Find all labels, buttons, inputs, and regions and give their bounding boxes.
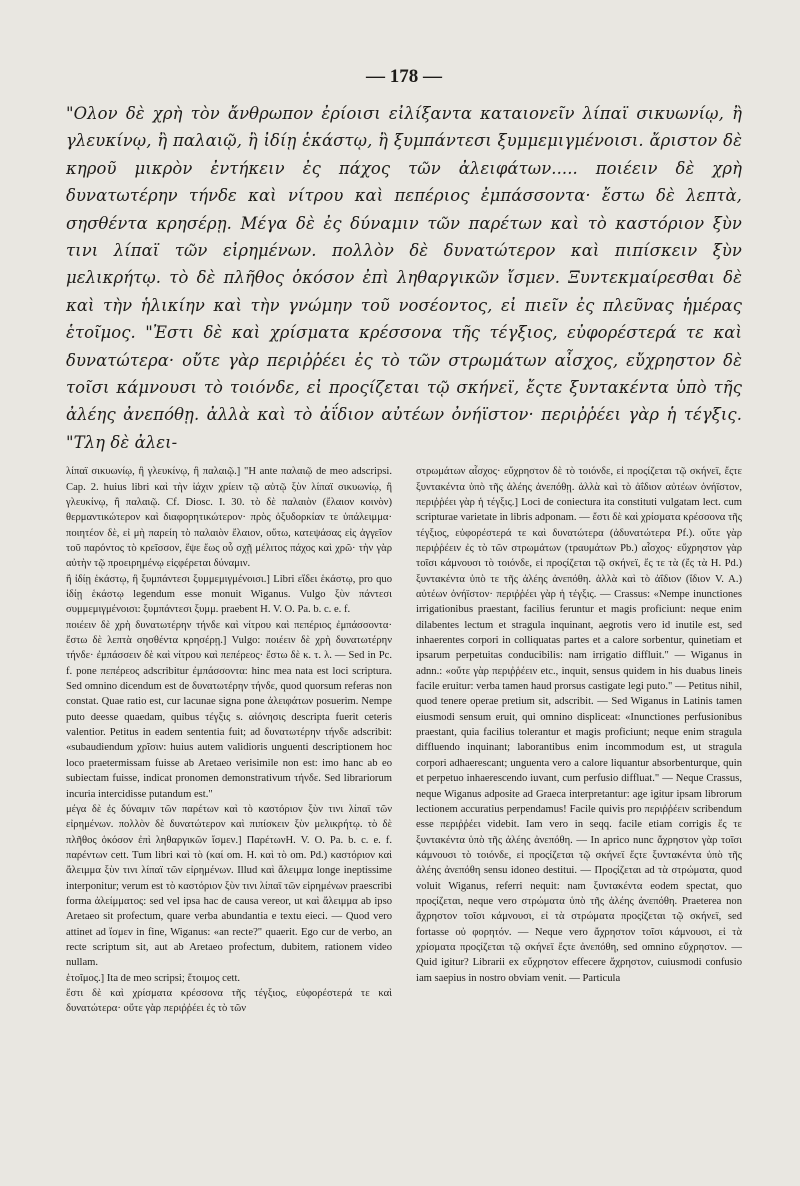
footnotes — [66, 464, 742, 1016]
footnote-paragraph: λίπαϊ σικυωνίῳ, ἢ γλευκίνῳ, ἢ παλαιῷ.] "H ante παλαιῷ de meo adscripsi. Cap. 2. huius libri καὶ τὴν ἰάχιν χρίειν τῷ αὐτῷ ξὺν λίπαϊ σικυωνίῳ, ἢ γλευκίνῳ, ἢ παλαιῷ. Cf. Diosc. I. 30. τὸ δὲ παλαιὸν (ἔλαιον κοινὸν) θερμαντικώτερον καὶ διαφορητικώτερον· πρὸς ὀξυδορκίαν τε ὑπάλειμμα· ποιητέον δὲ, εἰ μὴ παρείη τὸ παλαιὸν ἔλαιον, οὕτω, κατεψάσας εἰς ἀγγεῖον τοῦ παρόντος τὸ κρεῖσσον, ἕψε ἕως οὗ σχῇ μέλιτος πάχος καὶ χρῶ· τὴν γὰρ αὐτὴν τῷ προειρημένῳ εἰςφέρεται δύναμιν. — [66, 466, 392, 570]
main-text — [66, 100, 742, 456]
main-paragraph: "Ολον δὲ χρὴ τὸν ἄνθρωπον ἐρίοισι εἰλίξαντα καταιονεῖν λίπαϊ σικυωνίῳ, ἢ γλευκίνῳ, ἢ παλαιῷ, ἢ ἰδίῃ ἑκάστῳ, ἢ ξυμπάντεσι ξυμμεμιγμένοισι. ἄριστον δὲ κηροῦ μικρὸν ἐντήκειν ἐς πάχος τῶν ἀλειφάτων..... ποιέειν δὲ χρὴ δυνατωτέρην τήνδε καὶ νίτρου καὶ πεπέριος ἐμπάσσοντα· ἔστω δὲ λεπτὰ, σησθέντα κρησέρῃ. Μέγα δὲ ἐς δύναμιν τῶν παρέτων καὶ τὸ καστόριον ξὺν τινι λίπαϊ τῶν εἰρημένων. πολλὸν δὲ δυνατώτερον καὶ πιπίσκειν ξὺν μελικρήτῳ. τὸ δὲ πλῆθος ὁκόσον ἐπὶ ληθαργικῶν ἴσμεν. Ξυντεκμαίρεσθαι δὲ καὶ τὴν ἡλικίην καὶ τὴν γνώμην τοῦ νοσέοντος, εἰ πιεῖν ἐς πλεῦνας ἡμέρας ἑτοῖμος. "Ἐστι δὲ καὶ χρίσματα κρέσσονα τῆς τέγξιος, εὐφορέστερά τε καὶ δυνατώτερα· οὔτε γὰρ περιῤῥέει ἐς τὸ τῶν στρωμάτων αἶσχος, εὔχρηστον δὲ τοῖσι κάμνουσι τὸ τοιόνδε, εἰ προςίζεται τῷ σκήνεϊ, ἔςτε ξυντακέντα ὑπὸ τῆς ἀλέης ἀνεπόθῃ. ἀλλὰ καὶ τὸ ἀΐδιον αὐτέων ὀνήϊστον· περιῤῥέει γὰρ ἡ τέγξις. "Τλη δὲ ἀλει- — [66, 104, 742, 452]
footnote-paragraph: ἑτοῖμος.] Ita de meo scripsi; ἕτοιμος cett. — [66, 972, 241, 984]
footnotes-right-column — [416, 464, 742, 1016]
footnote-paragraph: μέγα δὲ ἐς δύναμιν τῶν παρέτων καὶ τὸ καστόριον ξὺν τινι λίπαϊ τῶν εἰρημένων. πολλὸν δὲ δυνατώτερον καὶ πιπίσκειν ξὺν μελικρήτῳ. τὸ δὲ πλῆθος ὁκόσον ἐπὶ ληθαργικῶν ἴσμεν.] ΠαρέτωνH. V. O. Pa. b. c. e. f. παρέντων cett. Tum libri καὶ τὸ (καί om. H. καὶ τὸ om. Pd.) καστόριον καὶ ἄλειμμα ξὺν τινι λίπαϊ τῶν εἰρημένων. Illud καὶ ἄλειμμα longe ineptissime interponitur; verum est τὸ καστόριον ξὺν τινι λίπαϊ τῶν εἰρημένων praescribi forma ἀλείμματος: sed vel ipsa hac de causa vereor, ut καὶ ἄλειμμα ab ipso Aretaeo sit profectum, quare verba abundantia e textu eieci. — Quod vero attinet ad ἴσμεν in fine, Wiganus: «an recte?" quaerit. Ego cur de verbo, an recte scriptum sit, aut ab Aretaeo profectum, dubitem, rationem video nullam. — [66, 803, 392, 969]
footnote-paragraph: στρωμάτων αἶσχος· εὔχρηστον δὲ τὸ τοιόνδε, εἰ προςίζεται τῷ σκήνεϊ, ἔςτε ξυντακέντα ὑπὸ τῆς ἀλέης ἀνεπόθῃ. ἀλλὰ καὶ τὸ ἀΐδιον αὐτέων ὀνήϊστον, περιῤῥέει γὰρ ἡ τέγξις.] Loci de coniectura ita constituti vulgatam lect. cum scripturae varietate in libris adponam. — ἔστι δὲ καὶ χρίσματα κρέσσονα τῆς τέγξιος, εὐφορέστερά τε καὶ δυνατώτερα (ἀδυνατώτερα Pf.). οὔτε γὰρ περιῤῥέειν ἐς τὸ τῶν στρωμάτων (τραυμάτων Pb.) αἶσχος· εὔχρηστον γὰρ τοῖσι κάμνουσι τὸ τοιόνδε, εἰ προςίζεται τῷ σκήνεϊ, ἔς τε τὰ (ἔς τὰ H. Pd.) ξυντακέντα ὑπὸ τε τῆς ἀλέης ἀνεπόθη. ἀλλὰ καὶ τὸ ἀΐδιον (ἴδιον V. A.) αὐτέων ὀνήϊστον· περιῤῥέει γὰρ ἡ τέγξις. — Crassus: «Nempe inunctiones irrigationibus praestant, facilius feruntur et magis proficiunt: neque enim dilabentes lectum et stragula inquinant, aegrotis vero id inutile est, sed inhaerentes corpori in colliquatas partes et a calore sorbentur, quinetiam et ipsarum perpetuitas conducibilis: nam irrigatio diffluit." — Wiganus in adnn.: «οὔτε γὰρ περιῤῥέειν etc., inquit, sensus quidem in his duabus lineis facile eruitur: verba tamen haud prorsus castigate legi puto." — Petitus nihil, quod tenere operae pretium sit, adscribit. — Sed Wiganus in Latinis tamen eiusmodi sensum eruit, qui omnino displiceat: «Inunctiones perfusionibus praestant, quia facilius tolerantur et magis proficiunt; neque enim stragula diffluendo inquinant; laborantibus enim incommodum est, ut stragula corpori adhaerescant; unguenta vero a calore liquantur absorbenturque, quin et perpetuo inhaerescendo iuvant, cum perfusio diffluat." — Neque Crassus, neque Wiganus adposite ad Graeca interpretantur: age igitur ipsam librorum lectionem accuratius perpendamus! Facile quivis pro περιῤῥέειν scribendum esse περιῤῥέει videbit. Iam vero in seqq. facile etiam corrigis ἔς τε ξυντακέντα ὑπὸ τῆς ἀλέης ἀνεπόθη. — In aprico nunc ἄχρηστον γὰρ τοῖσι κάμνουσι τὸ τοιόνδε, εἰ προςίζεται τῷ σκήνεϊ ἔςτε ξυντακέντα ὑπὸ τῆς ἀλέης ἀνεπόθη sensu idoneo destitui. — Προςίζεται ad τὰ στρώματα, quod voluit Wiganus, referri nequit: nam ξυντακέντα eodem spectat, quo προςίζεται, neque vero στρώματα ὑπὸ τῆς ἀλέης ἀνεπόθη. Praeterea non ἄχρηστον τοῖσι κάμνουσι, εἰ τὰ στρώματα προςίζεται τῷ σκήνεϊ, sed fortasse οὐ φορητόν. — Neque vero ἄχρηστον τοῖσι κάμνουσι, εἰ τὰ χρίσματα προςίζεται τῷ σκήνεϊ ἔςτε ἀνεπόθη, sed omnino εὔχρηστον. — Quid igitur? Librarii ex εὔχρηστον effecere ἄχρηστον, cuiusmodi confusio iam saepius in nostro obviam venit. — Particula — [416, 466, 742, 984]
footnote-paragraph: ἔστι δὲ καὶ χρίσματα κρέσσονα τῆς τέγξιος, εὐφορέστερά τε καὶ δυνατώτερα· οὔτε γὰρ περιῤῥέει ἐς τὸ τῶν — [66, 987, 392, 1015]
footnotes-left-column — [66, 464, 392, 1016]
page-number: — 178 — — [366, 66, 442, 87]
footnote-paragraph: ἢ ἰδίῃ ἑκάστῳ, ἢ ξυμπάντεσι ξυμμεμιγμένοισι.] Libri εἴδει ἑκάστῳ, pro quo ἰδίῃ ἑκάστῳ legendum esse monuit Wiganus. Vulgo ξὺν πάντεσι συμμεμιγμένοισι: ξυμπάντεσι ξυμμ. praebent H. V. O. Pa. b. c. e. f. — [66, 573, 392, 616]
footnote-paragraph: ποιέειν δὲ χρὴ δυνατωτέρην τήνδε καὶ νίτρου καὶ πεπέριος ἐμπάσσοντα· ἔστω δὲ λεπτὰ σησθέντα κρησέρῃ.] Vulgo: ποιέειν δὲ χρὴ δυνατωτέρην τήνδε· ἐμπάσσειν δὲ καὶ νίτρου καὶ πεπέρεος· ἔστω δὲ κ. τ. λ. — Sed in Pc. f. pone πεπέρεος adscribitur ἐμπάσσοντα: hinc mea nata est loci scriptura. Sed omnino dicendum est de δυνατωτέρην τήνδε, quod quorsum referas non constat. Quae ratio est, cur lacunae signa pone ἀλειφάτων posuerim. Nempe puto deesse quaedam, quibus τέγξις s. αἰόνησις descripta fuerit ceteris valentior. Petitus in eadem sententia fuit; ad δυνατωτέρην τήνδε adscribit: «subaudiendum χρῖσιν: huius autem validioris unguenti descriptionem hoc loco praetermissam fuisse ab Aretaeo verisimile non est: imo hanc ab eo subiectam fuisse, indicat pronomen demonstrativum τήνδε. Sed librariorum incuria intercidisse putandum est." — [66, 619, 392, 800]
